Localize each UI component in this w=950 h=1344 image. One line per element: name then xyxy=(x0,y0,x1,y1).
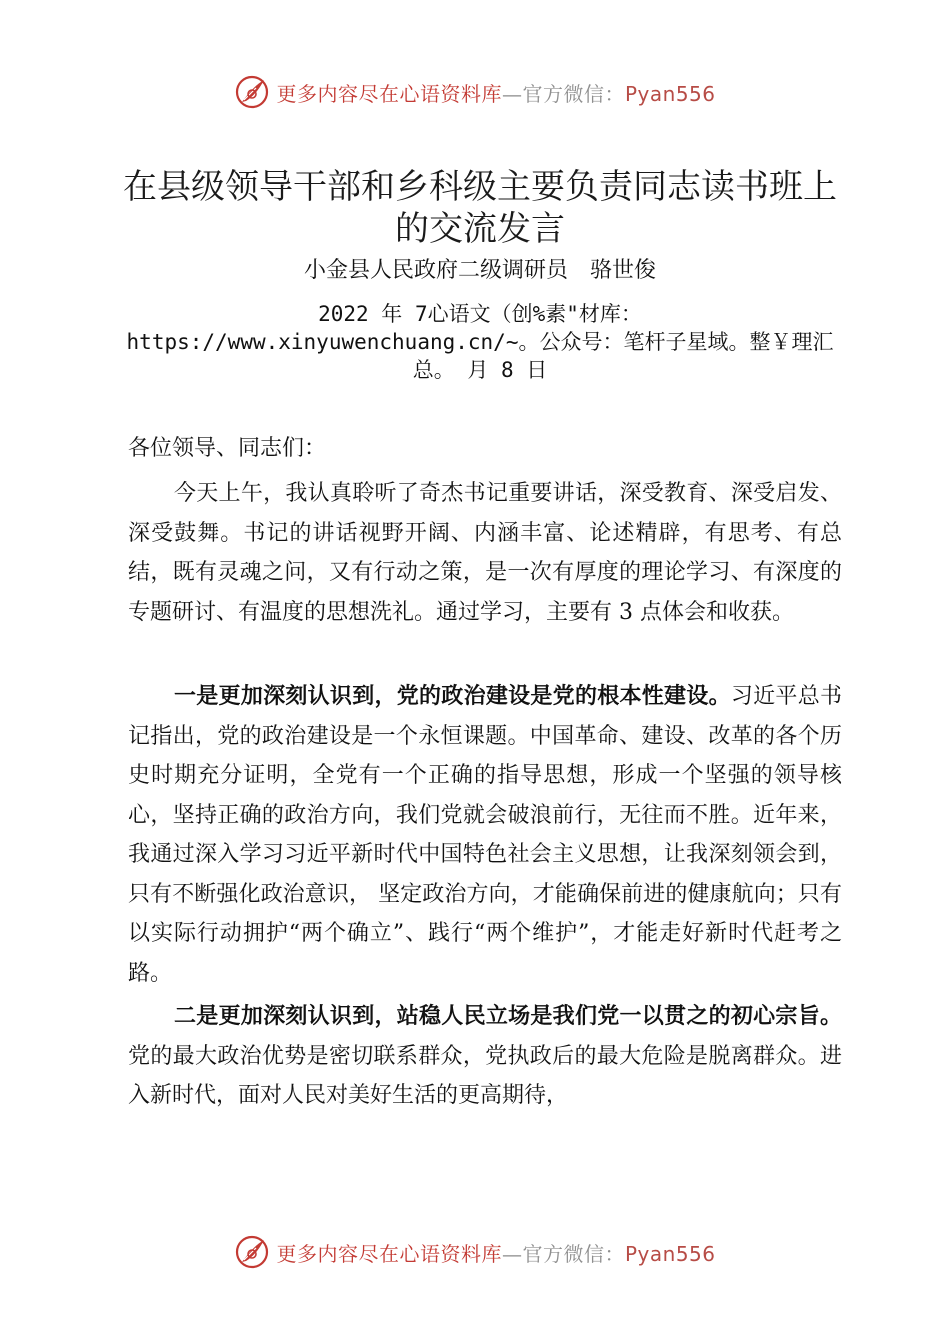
footer-watermark-banner xyxy=(0,1230,950,1274)
banner-main-text: 更多内容尽在心语资料库 xyxy=(276,81,502,106)
document-author: 小金县人民政府二级调研员 骆世俊 xyxy=(303,258,656,283)
banner-text xyxy=(276,78,715,107)
paragraph-2-body: 习近平总书记指出，党的政治建设是一个永恒课题。中国革命、建设、改革的各个历史时期充分证明，全党有一个正确的指导思想，形成一个坚强的领导核心，坚持正确的政治方向，我们党就会破浪前行，无往而不胜。近年来，我通过深入学习习近平新时代中国特色社会主义思想，让我深刻领会到，只有不断强化政治意识， 坚定政治方向，才能确保前进的健康航向；只有以实际行动拥护“两个确立”、践行“两个维护”，才能走好新时代赶考之路。 xyxy=(128,684,842,986)
document-title: 在县级领导干部和乡科级主要负责同志读书班上的交流发言 xyxy=(123,167,837,249)
banner-text xyxy=(276,1238,715,1267)
banner-main-text: 更多内容尽在心语资料库 xyxy=(276,1241,502,1266)
quill-pen-logo-icon xyxy=(234,74,270,110)
paragraph-3-lead: 二是更加深刻认识到，站稳人民立场是我们党一以贯之的初心宗旨。 xyxy=(174,1004,842,1029)
banner-wechat-label: 官方微信： xyxy=(522,1241,625,1266)
banner-wechat-label: 官方微信： xyxy=(522,81,625,106)
banner-separator: — xyxy=(501,1241,523,1266)
banner-account: Pyan556 xyxy=(624,81,716,106)
quill-pen-logo-icon xyxy=(234,1234,270,1270)
paragraph-2 xyxy=(128,677,842,993)
salutation: 各位领导、同志们： xyxy=(128,436,327,461)
paragraph-3-body: 党的最大政治优势是密切联系群众，党执政后的最大危险是脱离群众。进入新时代，面对人民对美好生活的更高期待， xyxy=(128,1043,842,1108)
document-date: 2022 年 7心语文（创%素"材库：https://www.xinyuwenchuang.cn/~。公众号：笔杆子星域。整￥理汇总。 月 8 日 xyxy=(126,302,834,382)
paragraph-3 xyxy=(128,997,842,1116)
paragraph-2-lead: 一是更加深刻认识到，党的政治建设是党的根本性建设。 xyxy=(174,684,731,709)
banner-account: Pyan556 xyxy=(624,1241,716,1266)
banner-separator: — xyxy=(501,81,523,106)
header-watermark-banner xyxy=(0,70,950,114)
paragraph-1: 今天上午，我认真聆听了奇杰书记重要讲话，深受教育、深受启发、深受鼓舞。书记的讲话视野开阔、内涵丰富、论述精辟，有思考、有总结，既有灵魂之问，又有行动之策，是一次有厚度的理论学习、有深度的专题研讨、有温度的思想洗礼。通过学习，主要有 3 点体会和收获。 xyxy=(128,481,842,625)
